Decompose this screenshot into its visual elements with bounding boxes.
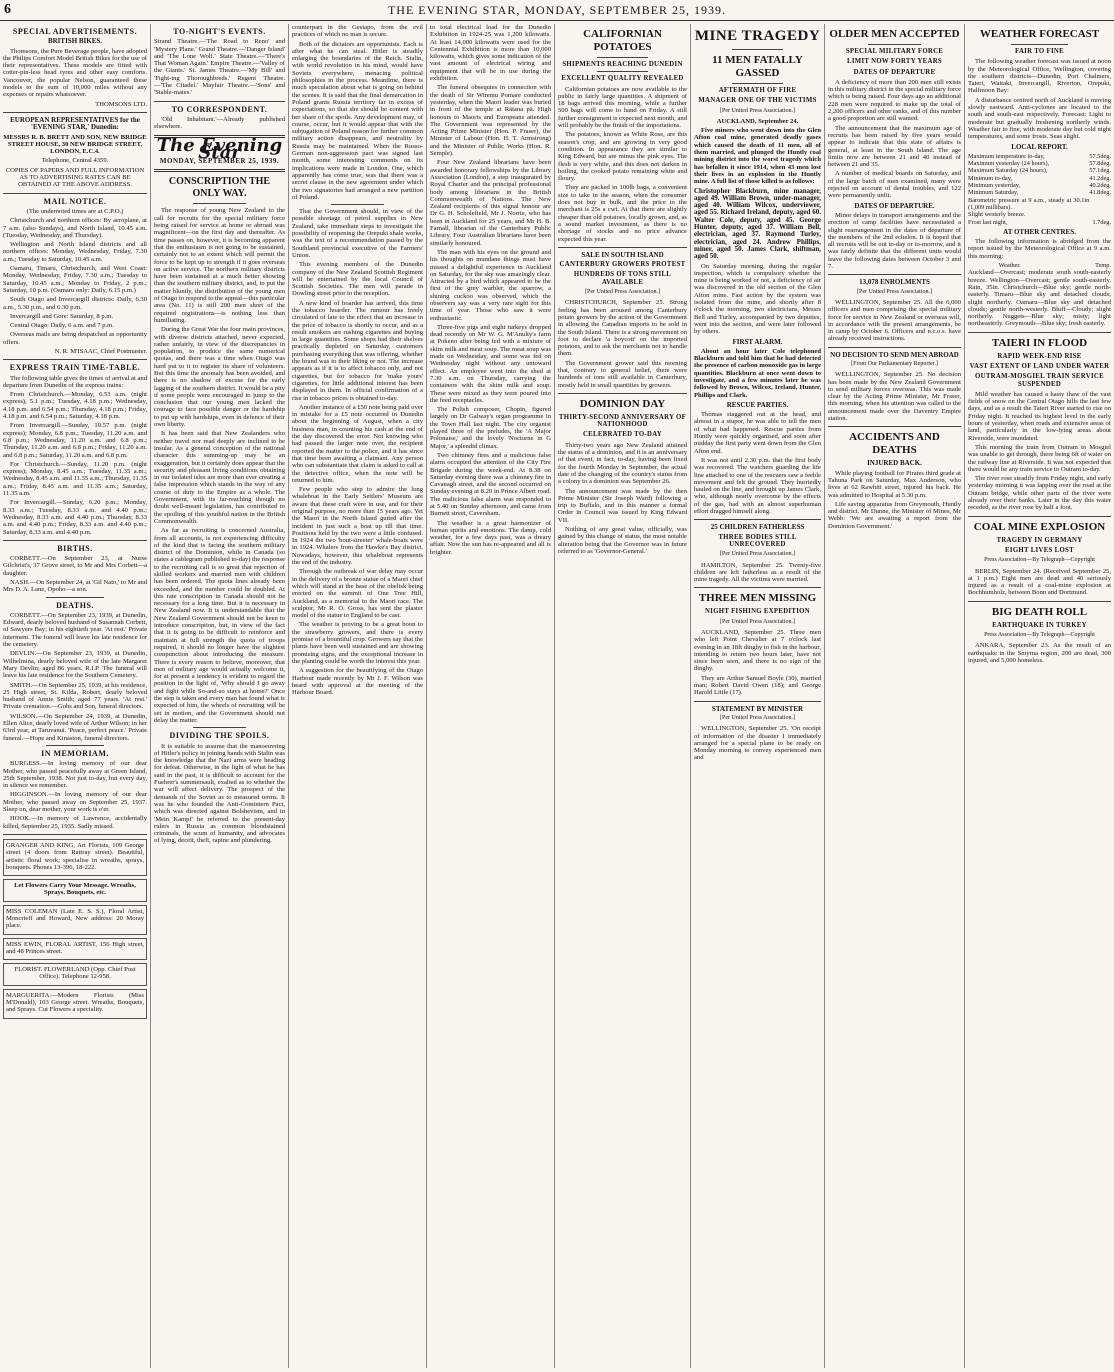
press-credit: [Per United Press Association.]	[585, 289, 660, 296]
local-report-label: Frost last night,	[968, 218, 1008, 226]
article-paragraph: Another instance of a £50 note being paid over in mistake for a £5 note occurred in Dunedin about the beginning of August, when a city business man, in counting his cash at the end of the day discovered the error. Not knowing who had passed the larger note over, the recipient reported the matter to the police, and it has since that time been awaiting a claimant. Any person who can substantiate that claim is asked to call at the detective office, when the note will be returned to him.	[292, 403, 423, 484]
article-paragraph: Both of the dictators are opportunists. Each is after what he can steal. Hitler is steadily enlarging the boundaries of the Reich. Stalin, with world revolution in his mind, would have Soviets everywhere, menacing political philosophies in the process. Meantime, there is much speculation about what is going on behind the scenes. It is said that the final demarcation in Poland grants Russia territory far in excess of expectations, so that she should be content with her share of the spoils. Any development may, of course, occur, but it would appear that with the subjugation of Poland reason for further common military action disappears, and neutrality by Russia may be maintained. When the Russo-German non-aggression pact was signed last month, some interesting comments on its implications were made in London. One, which apparently has come true, was that there was a secret clause in the new agreement under which the two signatories had arranged a new partition of Poland.	[292, 40, 423, 201]
editorial-date: MONDAY, SEPTEMBER 25, 1939.	[159, 157, 280, 166]
mail-text: Overseas mails are being despatched as opportunity offers.	[3, 331, 147, 346]
birth-notice: CORBETT.—On September 23, at Nurse Gilchrist's, 37 Grove street, to Mr and Mrs Corbett—a daughter.	[3, 555, 147, 577]
divider	[868, 44, 921, 45]
express-text: For Christchurch.—Sunday, 11.20 p.m. (night express); Monday, 8.45 a.m.; Tuesday, 11.35 a.m.; Wednesday, 8.45 a.m. and 11.35 a.m.; Thursday, 11.35 a.m.; Friday, 8.45 a.m. and 11.35 a.m.; Saturday, 11.35 a.m.	[3, 460, 147, 498]
press-credit: [Per United Press Association.]	[720, 107, 795, 114]
florist-ad	[3, 989, 147, 1019]
correspondent-heading: TO CORRESPONDENT.	[171, 104, 268, 114]
florist-ad-text: MARGUERITA.—Modern Florists (Miss M'Donald), 103 George street. Wreaths, Bouquets, and Sprays. Cut Flowers a speciality.	[6, 991, 144, 1014]
local-report-label: Maximum temperature to-day,	[968, 152, 1045, 160]
mine-headline: MINE TRAGEDY	[694, 28, 821, 44]
euro-rep-firm: MESSRS R. B. BRETT AND SON, NEW BRIDGE STREET HOUSE, 30 NEW BRIDGE STREET, LONDON, E.C.4.	[3, 133, 147, 156]
sale-headline: SALE IN SOUTH ISLAND	[581, 250, 664, 259]
local-report-value: 40.2deg.	[1089, 182, 1111, 190]
dates-heading: DATES OF DEPARTURE.	[854, 201, 935, 210]
older-men-deck: DATES OF DEPARTURE	[853, 68, 936, 76]
article-paragraph: Two chimney fires and a malicious false alarm occupied the attention of the City Fire Brigade during the week-end. At 8.38 on Saturday evening there was a chimney fire in Cavanagh street, and the second occurred on Sunday evening at 8.20 in Prince Albert road. The malicious false alarm was responded to at 5.40 on Sunday afternoon, and came from Burnett street, Caversham.	[430, 451, 551, 518]
column-4	[426, 24, 554, 1368]
article-paragraph: A suggestion for the beautifying of the Otago Harbour made recently by Mr J. F. Wilson was heard with approval at the meeting of the Harbour Board.	[292, 667, 423, 697]
column-8	[964, 24, 1114, 1368]
divider	[694, 519, 821, 520]
rescue-paragraph: Thomas staggered out at the head, and almost in a stupor, he was able to tell the men of what had happened. Rescue parties from Huntly were quickly organised, and soon after midday the first party went down from the Glen Afton end.	[694, 411, 821, 455]
taieri-headline: TAIERI IN FLOOD	[991, 336, 1088, 349]
statement-headline: STATEMENT BY MINISTER	[711, 704, 804, 713]
local-report-value: 57.1deg.	[1089, 167, 1111, 175]
sale-deck: CANTERBURY GROWERS PROTEST	[559, 261, 686, 269]
editorial-heading: CONSCRIPTION THE ONLY WAY.	[168, 176, 271, 200]
british-bikes-text: Thomsons, the Pure Beverage people, have adopted the Philips Comfort Model British Bikes for the use of their representatives. These models are fitted with cotter-pin-less head tyres and other easy comforts. Vancouver, the popular Nelson, guaranteed these models to the sum of 10,000 miles without any expenses or repairs whatsoever.	[3, 47, 147, 99]
coal-mine-headline: COAL MINE EXPLOSION	[973, 520, 1106, 533]
first-alarm-heading: FIRST ALARM.	[732, 337, 783, 346]
divider	[732, 49, 783, 50]
article-paragraph: counterpart in the Gestapo, from the evil practices of which no man is secure.	[292, 24, 423, 39]
press-credit: [Per United Press Association.]	[720, 618, 795, 625]
local-report-row	[968, 175, 1111, 182]
divider	[3, 112, 147, 113]
local-report-row	[968, 211, 1111, 218]
editorial-paragraph: The response of young New Zealand to the call for recruits for the special military force being raised for service at home or abroad was magnificent—on the first day and thereafter. As time passes on, however, it is becoming apparent that the enthusiasm is not going to be sustained, certainly not to an extent which will permit the force to be kept up to strength if it goes overseas on active service. The northern military districts have been sustained at a much better showing than the southern military district, and, to put the matter bluntly, the distribution of the young men of Otago to respond to the appeal—this particular area (No. 11) is still 200 men short of the required registrations—is nothing less than humiliating.	[154, 207, 285, 324]
weather-paragraph: The following weather forecast was issued at noon by the Meteorological Office, Wellington, covering the southern districts—Dunedin, Port Chalmers, Taieri, Waitaki, Invercargill, Riverton, Orepuki, Halfmoon Bay:	[968, 58, 1111, 95]
mail-signature: N. R. M'ISAAC, Chief Postmaster.	[54, 347, 147, 355]
page-number: 6	[4, 2, 11, 17]
florist-ad-text: MISS EWIN, FLORAL ARTIST, 156 High street, and 48 Princes street.	[6, 940, 144, 955]
accidents-headline: ACCIDENTS AND DEATHS	[849, 431, 940, 457]
florist-ad-text: GRANGER AND KING, Art Florists, 109 George street (4 doors from Rattray street). Beautiful, artistic floral work; specialise in wreaths, sprays, bouquets. Phones 13-396, 18-222.	[6, 841, 144, 871]
article-paragraph: The weather is a great harmonizer of human spirits and emotions. The damp, cold weather, for a few days past, was a dreary affair. Now the sun has re-appeared and all is brighter.	[430, 519, 551, 556]
mail-text: Oamaru, Timaru, Christchurch, and West Coast: Monday, Wednesday, Friday, 7.30 a.m.; Tuesday to Saturday, 10.45 a.m.; Monday to Friday, 2 p.m.; Saturday, 10 p.m. (Oamaru only: Daily, 6.15 p.m.)	[3, 265, 147, 294]
british-bikes-signature: THOMSONS LTD.	[95, 100, 147, 108]
florist-ad-text: FLORIST. FLOWERLAND (Opp. Chief Post Office). Telephone 12-958.	[14, 966, 136, 981]
divider	[331, 204, 383, 205]
divider	[1011, 44, 1068, 45]
divider	[732, 83, 783, 84]
euro-rep-text: COPIES OF PAPERS AND FULL INFORMATION AS TO ADVERTISING RATES CAN BE OBTAINED AT THE ABOVE ADDRESS.	[5, 166, 145, 189]
dates-paragraph: Minor delays in transport arrangements and the erection of camp facilities have necessitated a slight rearrangement in the dates of departure of the members of the 2nd echelon. It is hoped that all recruits will be out to-day or to-morrow, and it was fairly definite that the different units would leave the following dates between October 3 and 7.	[828, 211, 961, 271]
other-centres-heading: AT OTHER CENTRES.	[1003, 227, 1076, 236]
victim-list: Christopher Blackburn, mine manager, aged 49. William Brown, under-manager, aged 40. William Wilcox, underviewer, aged 55. Richard Ireland, deputy, aged 60. Walter Cole, deputy, aged 45. George Hunter, deputy, aged 37. William Bell, electrician, aged 37. Raymond Turley, electrician, aged 24. Andrew Phillips, miner, aged 50. James Clark, shiftman, aged 50.	[694, 186, 821, 261]
article-paragraph: The man with his eyes on the ground and his thoughts on mundane things must have missed a delightful experience in Auckland on Saturday, for the sky was amazingly clear. Attracted by a bird which appeared to be the first of the grey warbler, the sparrow, a shining cuckoo was observed, which the observers say was a very rare sight for this time of year. Those who saw it were enthusiastic.	[430, 248, 551, 322]
editorial-paragraph: As far as recruiting is concerned Australia, from all accounts, is not experiencing difficulty of the kind that is facing the southern military district of the Dominion, while in Canada (so states a cablegram published to-day) the response to the recruiting call is so great that rejection of skilled workers and married men with children has been ordered. The quota lines already been exceeded, and the number could be doubled. At this rate conscription in Canada should not be necessary for a long time. But it is necessary in New Zealand now. It is understandable that the New Zealand Government should not be keen to introduce conscription, but, in view of the fact that it is going to be difficult to reinforce and maintain at full strength the quota of troops required, it should no longer have the slightest compunction about introducing the measure. There is every reason to believe, moreover, that men of military age would actually welcome it, for at present a tendency is evident to regard the position in the light of, 'Why should I go away and fight while So-and-so stays at home?' Once the step is taken and every man has found what is expected of him, the wheels of recruiting will be set in motion, and the Government should not delay the matter.	[154, 527, 285, 724]
potatoes-paragraph: Californian potatoes are now available to the public in fairly large quantities. A shipment of 18 bags arrived this morning, while a further 500 bags will come to hand on Friday. A still further consignment is expected next month, and will probably be the finish of the importations.	[558, 85, 687, 130]
missing-paragraph: They are Arthur Samuel Boyle (30), married man; Robert David Owen (18); and George Harold Little (17).	[694, 674, 821, 697]
death-roll-paragraph: ANKARA, September 23. As the result of an earthquake in the Smyrna region, 200 are dead, 300 injured, and 5,000 homeless.	[968, 642, 1111, 664]
correspondent-text: 'Old Inhabitant.'—Already published elsewhere.	[154, 115, 285, 131]
divider	[828, 274, 961, 275]
florist-ad-text: MISS COLEMAN (Late E. S. S.), Floral Artist, Moncrieff and Howard, New address: 20 Moray place.	[6, 907, 144, 930]
weather-headline: WEATHER FORECAST	[979, 28, 1100, 40]
local-report-label: Minimum yesterday,	[968, 182, 1021, 190]
column-6	[690, 24, 824, 1368]
statement-paragraph: WELLINGTON, September 25. 'On receipt of information of the disaster I immediately arranged for a special plane to be ready on Monday morning to convey experienced men and	[694, 725, 821, 762]
weather-paragraph: A disturbance centred north of Auckland is moving slowly eastward. Anti-cyclones are located to the south and south-east respectively. Forecast: Light to moderate but gradually freshening northerly winds. Weather fair to fine, with moderate day but cold night temperatures, and some frosts. Seas slight.	[968, 96, 1111, 141]
weather-column-header: Weather.	[998, 262, 1021, 270]
coal-mine-deck: TRAGEDY IN GERMANY	[996, 536, 1083, 544]
death-notice: SMITH.—On September 25, 1939, at his residence, 25 High street, St. Kilda, Robert, dearly beloved husband of Annie Smith; aged 77 years. 'At rest.' Private cremation.—Gobs and Son, funeral directors.	[3, 681, 147, 711]
missing-headline: THREE MEN MISSING	[698, 592, 817, 605]
florist-ad	[3, 938, 147, 961]
divider	[193, 727, 245, 728]
potatoes-headline: CALIFORNIAN POTATOES	[583, 28, 662, 53]
divider	[597, 71, 649, 72]
local-report-label: Minimum to-day,	[968, 174, 1013, 182]
sale-paragraph: The Government grower said this morning that, contrary to general belief, there were hundreds of tons still available in Canterbury, mostly held in small quantities by growers.	[558, 359, 687, 389]
column-3	[288, 24, 426, 1368]
older-men-paragraph: A deficiency of more than 200 men still exists in this military district in the special military force which is being raised. Four days ago an additional 228 men were required to make up the total of 2,200 officers and other ranks, and of this number a good proportion are still wanted.	[828, 78, 961, 123]
divider	[193, 203, 245, 204]
euro-rep-telephone: Telephone, Central 4359.	[41, 157, 109, 165]
editorial-paragraph: During the Great War the four main provinces, with diverse districts attached, never expected, rather unfairly, in view of the discrepancies in population, to produce the same numerical quotas, and there was a time when Otago was hard put to it to register its share of volunteers. But this time the anomaly has been avoided, and there is no shadow of excuse for the early lagging of the southern district. It would be a pity if some people were encouraged to jump to the conclusion that our young men lacked the courage to face possible danger or the hardship to put up with hardships, even in defence of their own liberty.	[154, 326, 285, 429]
rescue-paragraph: It was not until 2.30 p.m. that the first body was recovered. The watchers guarding the life line attached to one of the rescuers saw a feeble movement and felt the ground. They hurriedly hauled on the line, and brought up James Clark, who, although nearly overcome by the effects of the gas, had with an almost superhuman effort dragged himself along.	[694, 456, 821, 516]
events-text: Strand Theatre.—'The Road to Reno' and 'Mystery Plane.' Grand Theatre.—'Danger Island' and 'The Lone Wolf.' State Theatre.—'There's That Woman Again.' Empire Theatre.—'Valley of the Giants.' St. James Theatre.—'My Bill' and 'Fight-ing Thoroughbreds.' Regent Theatre.—'The Citadel.' Mayfair Theatre.—'Sons' and 'Stable-mates.'	[154, 38, 285, 97]
local-report-label: Slight westerly breeze.	[968, 211, 1026, 219]
press-credit: [Per United Press Association.]	[857, 288, 932, 295]
article-paragraph: The funeral obsequies in connection with the death of Sir Wiremu Pomare conducted yesterday, when the Maori leader was buried in front of the temple at Rātana pā. High honours to Maoris and Europeans attended. The Government was represented by the Acting Prime Minister (Hon. P. Fraser), the Minister of Labour (Hon. H. T. Armstrong) and the Minister of Public Works (Hon. R. Semple).	[430, 84, 551, 158]
mail-intro: (The undernoted times are at C.P.O.)	[26, 207, 124, 215]
taieri-paragraph: This morning the train from Outram to Mosgiel was unable to get through, there being 6ft of water on the railway line at Riverside. It was not expected that there would be any train service to Outram to-day.	[968, 443, 1111, 473]
dominion-paragraph: The announcement was made by the then Prime Minister (Sir Joseph Ward) following a trip to Buffalo, and in this manner a formal Order in Council was issued by King Edward VII.	[558, 487, 687, 524]
local-report-row	[968, 167, 1111, 174]
mail-text: South Otago and Invercargill districts: Daily, 6.30 a.m., 5.30 p.m., and 6.30 p.m.	[3, 296, 147, 311]
potatoes-deck: SHIPMENTS REACHING DUNEDIN	[562, 61, 683, 68]
coal-mine-paragraph: BERLIN, September 24. (Received September 25, at 1 p.m.) Eight men are dead and 40 seriously injured as a result of a coal-mine explosion at Bochhumholz, between Bonn and Dortmund.	[968, 567, 1111, 597]
divider	[968, 601, 1111, 602]
divider	[558, 393, 687, 394]
divider	[154, 169, 285, 172]
mine-deck: AFTERMATH OF FIRE	[718, 87, 797, 94]
memoriam-notice: HIGGINSON.—In loving memory of our dear Mother, who passed away on September 25, 1937. Sleep on, dear mother, your work is o'er.	[3, 791, 147, 814]
divider	[3, 540, 147, 541]
local-report-value: 41.8deg.	[1089, 189, 1111, 197]
mail-text: Christchurch and northern offices: By aeroplane, at 7 a.m. (also Sundays), and North Island, 10.45 a.m. (Tuesday, Wednesday, and Thursday).	[3, 217, 147, 239]
local-report-row	[968, 160, 1111, 167]
express-text: For Invercargill.—Sunday, 6.20 p.m.; Monday, 8.33 a.m.; Tuesday, 8.33 a.m. and 4.40 p.m.; Wednesday, 8.33 a.m. and 4.40 p.m.; Thursday, 8.33 a.m. and 4.40 p.m.; Friday, 8.33 a.m. and 4.40 p.m.; Saturday, 8.33 a.m. and 4.40 p.m.	[3, 499, 147, 536]
article-paragraph: A new kind of boarder has arrived, this time the tobacco hoarder. The rumour has freely circulated of late to the effect that an increase in the price of tobacco is shortly to occur, and as a result smokers are rushing cigarettes and buying in large quantities. Some shops had their shelves practically depleted on Saturday, customers purchasing everything that was offering, whether the brand was to their liking or not. The increase appears as if it is to affect tobacco only, and not cigarettes, but for tobacco for 'make yours' cigarettes, for little additional interest has been displayed in them. In official confirmation of a rise in tobacco prices is obtained to-day.	[292, 299, 423, 402]
death-notice: CORBETT.—On September 23, 1939, at Dunedin, Edward, dearly beloved husband of Susannah Corbett, of Sawyers Bay; in his eightieth year. 'At rest.' Private interment. The funeral will leave his late residence for the cemetery.	[3, 611, 147, 649]
fatherless-paragraph: HAMILTON, September 25. Twenty-five children are left fatherless as a result of the mine tragedy. All the victims were married.	[694, 561, 821, 584]
death-notice: DEVLIN.—On September 23, 1939, at Dunedin, Wilhelmina, dearly beloved wife of the late Margaret Mary Devlin; aged 86 years. R.I.P. The funeral will leave his late residence for the Southern Cemetery.	[3, 650, 147, 680]
other-centres-header	[968, 262, 1111, 269]
dominion-headline: DOMINION DAY	[579, 397, 666, 410]
divider	[828, 347, 961, 348]
local-report-value: 1.7deg.	[1092, 218, 1111, 226]
deaths-heading: DEATHS.	[56, 600, 94, 610]
older-men-headline: OLDER MEN ACCEPTED	[829, 28, 960, 40]
divider	[597, 57, 649, 58]
dominion-deck: THIRTY-SECOND ANNIVERSARY OF NATIONHOOD	[558, 413, 687, 429]
mine-subheadline: 11 MEN FATALLY GASSED	[712, 54, 803, 79]
press-credit: [Per United Press Association.]	[720, 714, 795, 721]
local-report-row	[968, 182, 1111, 189]
euro-rep-heading: EUROPEAN REPRESENTATIVES for the 'EVENING STAR,' Dunedin:	[10, 115, 140, 132]
taieri-deck: VAST EXTENT OF LAND UNDER WATER	[969, 362, 1110, 370]
article-paragraph: to total electrical load for the Dunedin Exhibition in 1924-25 was 1,200 kilowatts. At least 14,000 kilowatts were used for the Centennial Exhibition is more than 10,000 kilowatts, which gives some indication of the vast amount of electrical wiring and equipment that will be in use during the exhibition.	[430, 24, 551, 83]
missing-deck: NIGHT FISHING EXPEDITION	[705, 608, 810, 616]
birth-notice: NASH.—On September 24, at 'Gil Nato,' to Mr and Mrs D. A. Lane, Opoho—a son.	[3, 579, 147, 594]
older-men-paragraph: A number of medical boards on Saturday, and of the large batch of men examined, many were rejected on account of dental troubles, and 122 were permanently unfit.	[828, 170, 961, 200]
potatoes-paragraph: They are packed in 100lb bags, a convenient size to take in the season, when the consumer does not buy in bulk, and the price to the merchant is 25s a cwt. At that there are slightly cheaper than old potatoes, locally grown, and, as a sound market investment, as there is no shortage of stocks and no price advance expected this year.	[558, 184, 687, 243]
local-report-row	[968, 219, 1111, 226]
florist-ad	[3, 905, 147, 935]
weather-subheadline: FAIR TO FINE	[1015, 48, 1064, 55]
mine-lead: Five miners who went down into the Glen Afton coal mine, generated deadly gases which caused the death of 11 men, all of them married, and plunged the Huntly coal mining district into the worst tragedy which has befallen it since 1914, when 43 men lost their lives in an explosion in the Huntly mine. A full list of those killed is as follows:	[694, 127, 821, 186]
dominion-paragraph: Nothing of any great value, officially, was gained by this change of status, the most notable alteration being that the Governor was in future referred to as 'Governor-General.'	[558, 526, 687, 555]
mail-text: Wellington and North Island districts and all northern offices: Monday, Wednesday, Friday, 7.30 a.m.; Tuesday to Saturday, 10.45 a.m.	[3, 241, 147, 263]
press-credit: Press Association—By Telegraph—Copyright	[984, 632, 1095, 638]
newspaper-flag: The Evening Star	[156, 134, 283, 163]
events-heading: TO-NIGHT'S EVENTS.	[173, 27, 266, 36]
accidents-paragraph: Life saving apparatus from Greymouth, Huntly and district. Mr Dunne, the Minister of Mines, Mr Webb: 'We are awaiting a report from the Dominion Government.'	[828, 500, 961, 530]
florist-ad	[3, 963, 147, 986]
other-centres-text: Auckland—Overcast; moderate south south-easterly breeze. Wellington—Overcast; gentle south-easterly. Rain, 35in. Christchurch—Blue sky; gentle north-easterly. Timaru—Blue sky and detached clouds; slight northerly. Oamaru—Blue sky and detached clouds; gentle north-westerly. Bluff—Cloudy; slight northerly. Nuggets—Blue sky; misty; light northeasterly. Greymouth—Blue sky; fresh easterly.	[968, 269, 1111, 328]
mail-text: Invercargill and Gore: Saturday, 8 p.m.	[10, 312, 114, 320]
potatoes-deck: EXCELLENT QUALITY REVEALED	[561, 75, 684, 83]
local-report-value	[1089, 211, 1111, 218]
divider	[3, 359, 147, 360]
divider	[968, 332, 1111, 333]
older-men-paragraph: The announcement that the maximum age of recruits has been raised by five years would appear to indicate that this state of affairs is general, at least in the South Island. The age limits now are between 21 and 40 instead of between 21 and 35.	[828, 124, 961, 169]
injured-back-heading: INJURED BACK.	[867, 459, 922, 468]
article-paragraph: That the Government should, in view of the possible shortage of petrol supplies in New Zealand, take immediate steps to investigate the possibility of reopening the Orepuki shale works, was the text of a recommendation passed by the Southland provincial executive of the Farmers' Union.	[292, 208, 423, 259]
enrolments-headline: 13,078 ENROLMENTS	[859, 278, 930, 287]
fatherless-deck: THREE BODIES STILL UNRECOVERED	[718, 533, 797, 548]
article-paragraph: Few people who step to admire the long whaleboat in the Early Settlers' Museum are aware that these craft were in use, and for their original purpose, no more than 15 years ago. Yet the Maori in the North Island gutted after the incident in just such a boat up till that time. Positions held by the two were a little confused. In 1924 the two 'bout-streeter' whale-boats were in 1924. Whalers from the Hawke's Bay district. Nowadays, however, this whaleboat represents the end of the industry.	[292, 486, 423, 567]
editorial-paragraph: It has been said that New Zealanders who neither travel nor read deeply are inclined to be insular. As a general conception of the national character this summing-up may be an exaggeration, but it certainly does appear that the security and pleasant living conditions obtaining in our isolated isles are more than ever creating a false impression which stands in the way of any course of duty to the Empire as a whole. The Government, with its far-reaching though no doubt well-meant legislation, has contributed to the spoiling of this youthful nation in the British Commonwealth.	[154, 430, 285, 525]
article-paragraph: The weather is proving to be a great boon to the strawberry growers, and there is every promise of a bountiful crop. Growers say that the plants have been well sustained and are showing promising signs, and the exceptional increase in the planting could be worth the interest this year.	[292, 621, 423, 665]
column-7	[824, 24, 964, 1368]
mail-notice-heading: MAIL NOTICE.	[43, 196, 107, 206]
births-heading: BIRTHS.	[57, 543, 93, 553]
death-roll-deck: EARTHQUAKE IN TURKEY	[992, 621, 1087, 629]
column-1	[0, 24, 150, 1368]
florist-ad	[3, 839, 147, 876]
older-men-deck: LIMIT NOW FORTY YEARS	[846, 58, 942, 66]
memoriam-heading: IN MEMORIAM.	[41, 748, 109, 758]
masthead	[0, 0, 1114, 21]
divider	[46, 597, 104, 598]
divider	[154, 101, 285, 102]
british-bikes-heading: BRITISH BIKES.	[47, 37, 103, 46]
missing-paragraph: AUCKLAND, September 25. Three men who left Point Chevalier at 7 o'clock last evening in an 18ft dinghy to fish in the harbour, intending to return two hours later, have not since been seen, and there is no sign of the dinghy.	[694, 629, 821, 673]
local-report-value: 57.8deg.	[1089, 160, 1111, 168]
divider	[828, 426, 961, 427]
memoriam-notice: BURGESS.—In loving memory of our dear Mother, who passed peacefully away at Green Island, 25th September, 1938. Not just to-day, but every day, in silence we remember.	[3, 760, 147, 790]
enrolments-paragraph: WELLINGTON, September 25. All the 6,000 officers and men comprising the special military force for service in New Zealand or overseas will, in accordance with the present arrangements, be in camp by October 6. Officers and n.c.o.s. have already received instructions.	[828, 298, 961, 343]
column-2	[150, 24, 288, 1368]
local-report-row	[968, 197, 1111, 212]
spoils-heading: DIVIDING THE SPOILS.	[169, 731, 270, 741]
potatoes-paragraph: The potatoes, known as White Rose, are this season's crop, and are growing in very good condition. In appearance they are similar to King Edward, but are minus the pink eyes. The flesh is very white, and this does not darken in boiling, the cooked potato remaining white and floury.	[558, 131, 687, 183]
spoils-paragraph: It is suitable to assume that the manoeuvring of Hitler's policy in joining hands with Stalin was the knowledge that the Nazi arms were heading for defeat. Otherwise, in the light of what he has said in the past, it is difficult to account for the Fuehrer's summersault, exalted as to whether the war will affect delivery. The prospect of the demands of the Soviet as to measured terms. It was he who founded the Anti-Comintern Pact, which was directed against Bolshevism, and in 'Mein Kampf' he referred to the present-day rulers in Russia as common bloodstained criminals, the scum of humanity, and advocates of lying, deceit, theft, rapine and plundering.	[154, 742, 285, 845]
column-5	[554, 24, 690, 1368]
article-paragraph: Through the outbreak of war delay may occur in the delivery of a bronze statue of a Maori chief which will stand at the base of the obelisk being erected on the summit of One Tree Hill, Auckland, as a memorial to the Maori race. The sculptor, Mr R. O. Gross, has sent the plaster model of the statue to England to be cast.	[292, 568, 423, 620]
article-paragraph: This evening members of the Dunedin company of the New Zealand Scottish Regiment will be entertained by the local Council of Scottish Societies. The men will parade in Dowling street prior to the reception.	[292, 261, 423, 298]
article-paragraph: Three-five pigs and eight turkeys dropped dead recently on Mr W. G. M'Anulty's farm at Pokeno after being fed with a mixture of skim milk and meat soup. The meat soup was made on Wednesday, and some was fed on Wednesday night without any untoward effect. An employee went into the shed at 7.30 a.m. on Thursday, carrying the containers with the skim milk and soup. These were mixed as they were poured into the feed receptacles.	[430, 323, 551, 404]
dominion-paragraph: Thirty-two years ago New Zealand attained the status of a dominion, and it is an anniversary of that event, in fact, to-day, having been fixed for the fourth Monday in September, the actual date of the changing of the country's status from a colony to a dominion was September 26.	[558, 441, 687, 486]
local-report-row	[968, 153, 1111, 160]
taieri-deck: OUTRAM-MOSGIEL TRAIN SERVICE SUSPENDED	[975, 373, 1104, 388]
sale-deck: HUNDREDS OF TONS STILL AVAILABLE	[573, 271, 672, 286]
abroad-paragraph: WELLINGTON, September 25. No decision has been made by the New Zealand Government to send military forces overseas. This was made clear by the Acting Prime Minister, Mr Fraser, this morning, when his attention was called to the announcement made over the Daventry Empire station.	[828, 371, 961, 423]
express-heading: EXPRESS TRAIN TIME-TABLE.	[9, 363, 141, 373]
local-report-heading: LOCAL REPORT.	[1011, 142, 1068, 151]
other-centres-intro: The following information is abridged from the report issued by the Meteorological Office at 9 a.m. this morning:	[968, 238, 1111, 260]
running-head: THE EVENING STAR, MONDAY, SEPTEMBER 25, 1939.	[387, 3, 727, 17]
local-report-value	[1089, 197, 1111, 212]
press-credit: [From Our Parliamentary Reporter.]	[851, 360, 938, 367]
abroad-headline: NO DECISION TO SEND MEN ABROAD	[830, 350, 959, 359]
local-report-row	[968, 189, 1111, 196]
divider	[968, 516, 1111, 517]
local-report-label: Maximum yesterday (24 hours),	[968, 160, 1050, 168]
express-text: From Invercargill.—Sunday, 10.57 p.m. (night express); Monday, 6.8 p.m.; Tuesday, 11.20 a.m. and 6.8 p.m.; Wednesday, 11.20 a.m. and 6.8 p.m.; Thursday, 11.20 a.m. and 6.8 p.m.; Friday, 11.20 a.m. and 6.8 p.m.; Saturday, 11.20 a.m. and 6.8 p.m.	[3, 422, 147, 459]
florist-ad-text: Let Flowers Carry Your Message. Wreaths, Sprays, Bouquets, etc.	[14, 882, 136, 897]
temp-column-header: Temp.	[1095, 262, 1111, 270]
divider	[3, 193, 147, 194]
dateline: AUCKLAND, September 24.	[716, 117, 799, 125]
express-text: From Christchurch.—Monday, 6.53 a.m. (night express), 5.1 p.m.; Tuesday, 4.18 p.m.; Wednesday, 4.18 p.m. and 6.54 p.m.; Thursday, 4.18 p.m.; Friday, 4.18 p.m. and 6.54 p.m.; Saturday, 4.18 p.m.	[3, 391, 147, 421]
press-credit: [Per United Press Association.]	[720, 551, 795, 558]
taieri-paragraph: The river rose steadily from Friday night, and early yesterday morning it was lapping over the road at the Outram bridge, while other parts of the river were already over their banks. Later in the day this water receded, as the river rose by half a foot.	[968, 475, 1111, 512]
older-men-deck: SPECIAL MILITARY FORCE	[845, 48, 944, 55]
divider	[46, 745, 104, 746]
accidents-paragraph: While playing football for Pirates third grade at Tahuna Park on Saturday, Max Anderson, who lives at 62 Rawhiti street, injured his back. He was admitted to Hospital at 5.30 p.m.	[828, 469, 961, 499]
florist-ad	[3, 879, 147, 902]
divider	[694, 587, 821, 588]
fatherless-headline: 25 CHILDREN FATHERLESS	[710, 523, 805, 532]
express-intro: The following table gives the times of arrival at and departure from Dunedin of the express trains:	[3, 374, 147, 389]
local-report-table	[968, 153, 1111, 226]
sale-paragraph: CHRISTCHURCH, September 25. Strong feeling has been aroused among Canterbury potato growers by the action of the Government in allowing the Canadian imports to be sold in the South Island. There is a strong movement on foot to declare 'a boycott' on the imported potatoes, and to ask the merchants not to handle them.	[558, 299, 687, 358]
local-report-label: Maximum Saturday (24 hours),	[968, 167, 1048, 175]
local-report-value: 57.5deg.	[1089, 152, 1111, 160]
dominion-deck: CELEBRATED TO-DAY	[582, 431, 663, 439]
taieri-paragraph: Mild weather has caused a hasty thaw of the vast fields of snow on the Central Otago hills the last few days, and as a result the Taieri River started to rise on Friday night. It reached its highest level in the early hours of yesterday, when roads and extensive areas of land, particularly in the low-lying areas about Riverside, were inundated.	[968, 390, 1111, 442]
divider	[558, 247, 687, 248]
local-report-value: 41.2deg.	[1089, 174, 1111, 182]
rescue-heading: RESCUE PARTIES.	[726, 400, 789, 409]
divider	[3, 834, 147, 835]
coal-mine-deck: EIGHT LIVES LOST	[1005, 546, 1074, 554]
local-report-label: Barometric pressure at 9 a.m., steady at 30.1in (1,009 millibars).	[968, 196, 1090, 211]
special-ads-heading: SPECIAL ADVERTISEMENTS.	[12, 27, 138, 36]
mine-paragraph: On Saturday morning, during the regular inspection, which is compulsory whether the mine is being worked or not, a deficiency of air was discovered in the old section of the Glen Afton mine. Fast action by the system was isolated from the mine, and shortly after 8 o'clock the morning, two electricians, Messrs Bell and Turley, accompanied by two deputies, went into the section, and were later followed by others.	[694, 262, 821, 336]
press-credit: Press Association—By Telegraph—Copyright	[984, 557, 1095, 564]
local-report-label: Minimum Saturday,	[968, 189, 1019, 197]
mine-deck: MANAGER ONE OF THE VICTIMS	[698, 97, 817, 105]
death-roll-headline: BIG DEATH ROLL	[991, 605, 1088, 618]
article-paragraph: The Polish composer, Chopin, figured largely on Dr Galway's organ programme in the Town Hall last night. The city organist played three of the preludes, the 'A Major Polonaise,' and the lovely 'Nocturne in G Major,' a splendid climax.	[430, 406, 551, 450]
memoriam-notice: HOOK.—In memory of Lawrence, accidentally killed, September 25, 1935. Sadly missed.	[3, 815, 147, 830]
alarm-paragraph: About an hour later Cole telephoned Blackburn and told him that he had detected the presence of carbon monoxide gas in large quantities. Blackburn at once went down to investigate, and a few minutes later he was followed by Brown, Wilcox, Ireland, Hunter, Phillips and Clark.	[694, 347, 821, 399]
mail-text: Central Otago: Daily, 6 a.m. and 7 p.m.	[10, 322, 114, 330]
death-notice: WILSON.—On September 24, 1939, at Dunedin, Ellen Alice, dearly loved wife of Arthur Wilson; in her 63rd year, at Taruvanui. 'Peace, perfect peace.' Private funeral.—Hope and Kinaston, funeral directors.	[3, 712, 147, 742]
article-paragraph: Four New Zealand librarians have been awarded honorary fellowships by the Library Association (London), a step inaugurated by Royal Charter and the principal professional body among librarians in the British Commonwealth of Nations. The New Zealand recipients of this signal honour are Dr G. H. Scholefield, Mr J. Norrie, who has been in Auckland for 25 years, and Mr H. B. Farnall, librarian of the Canterbury Public Library. Four Australian librarians have been similarly honoured.	[430, 159, 551, 247]
taieri-deck: RAPID WEEK-END RISE	[997, 352, 1082, 360]
divider	[694, 701, 821, 702]
